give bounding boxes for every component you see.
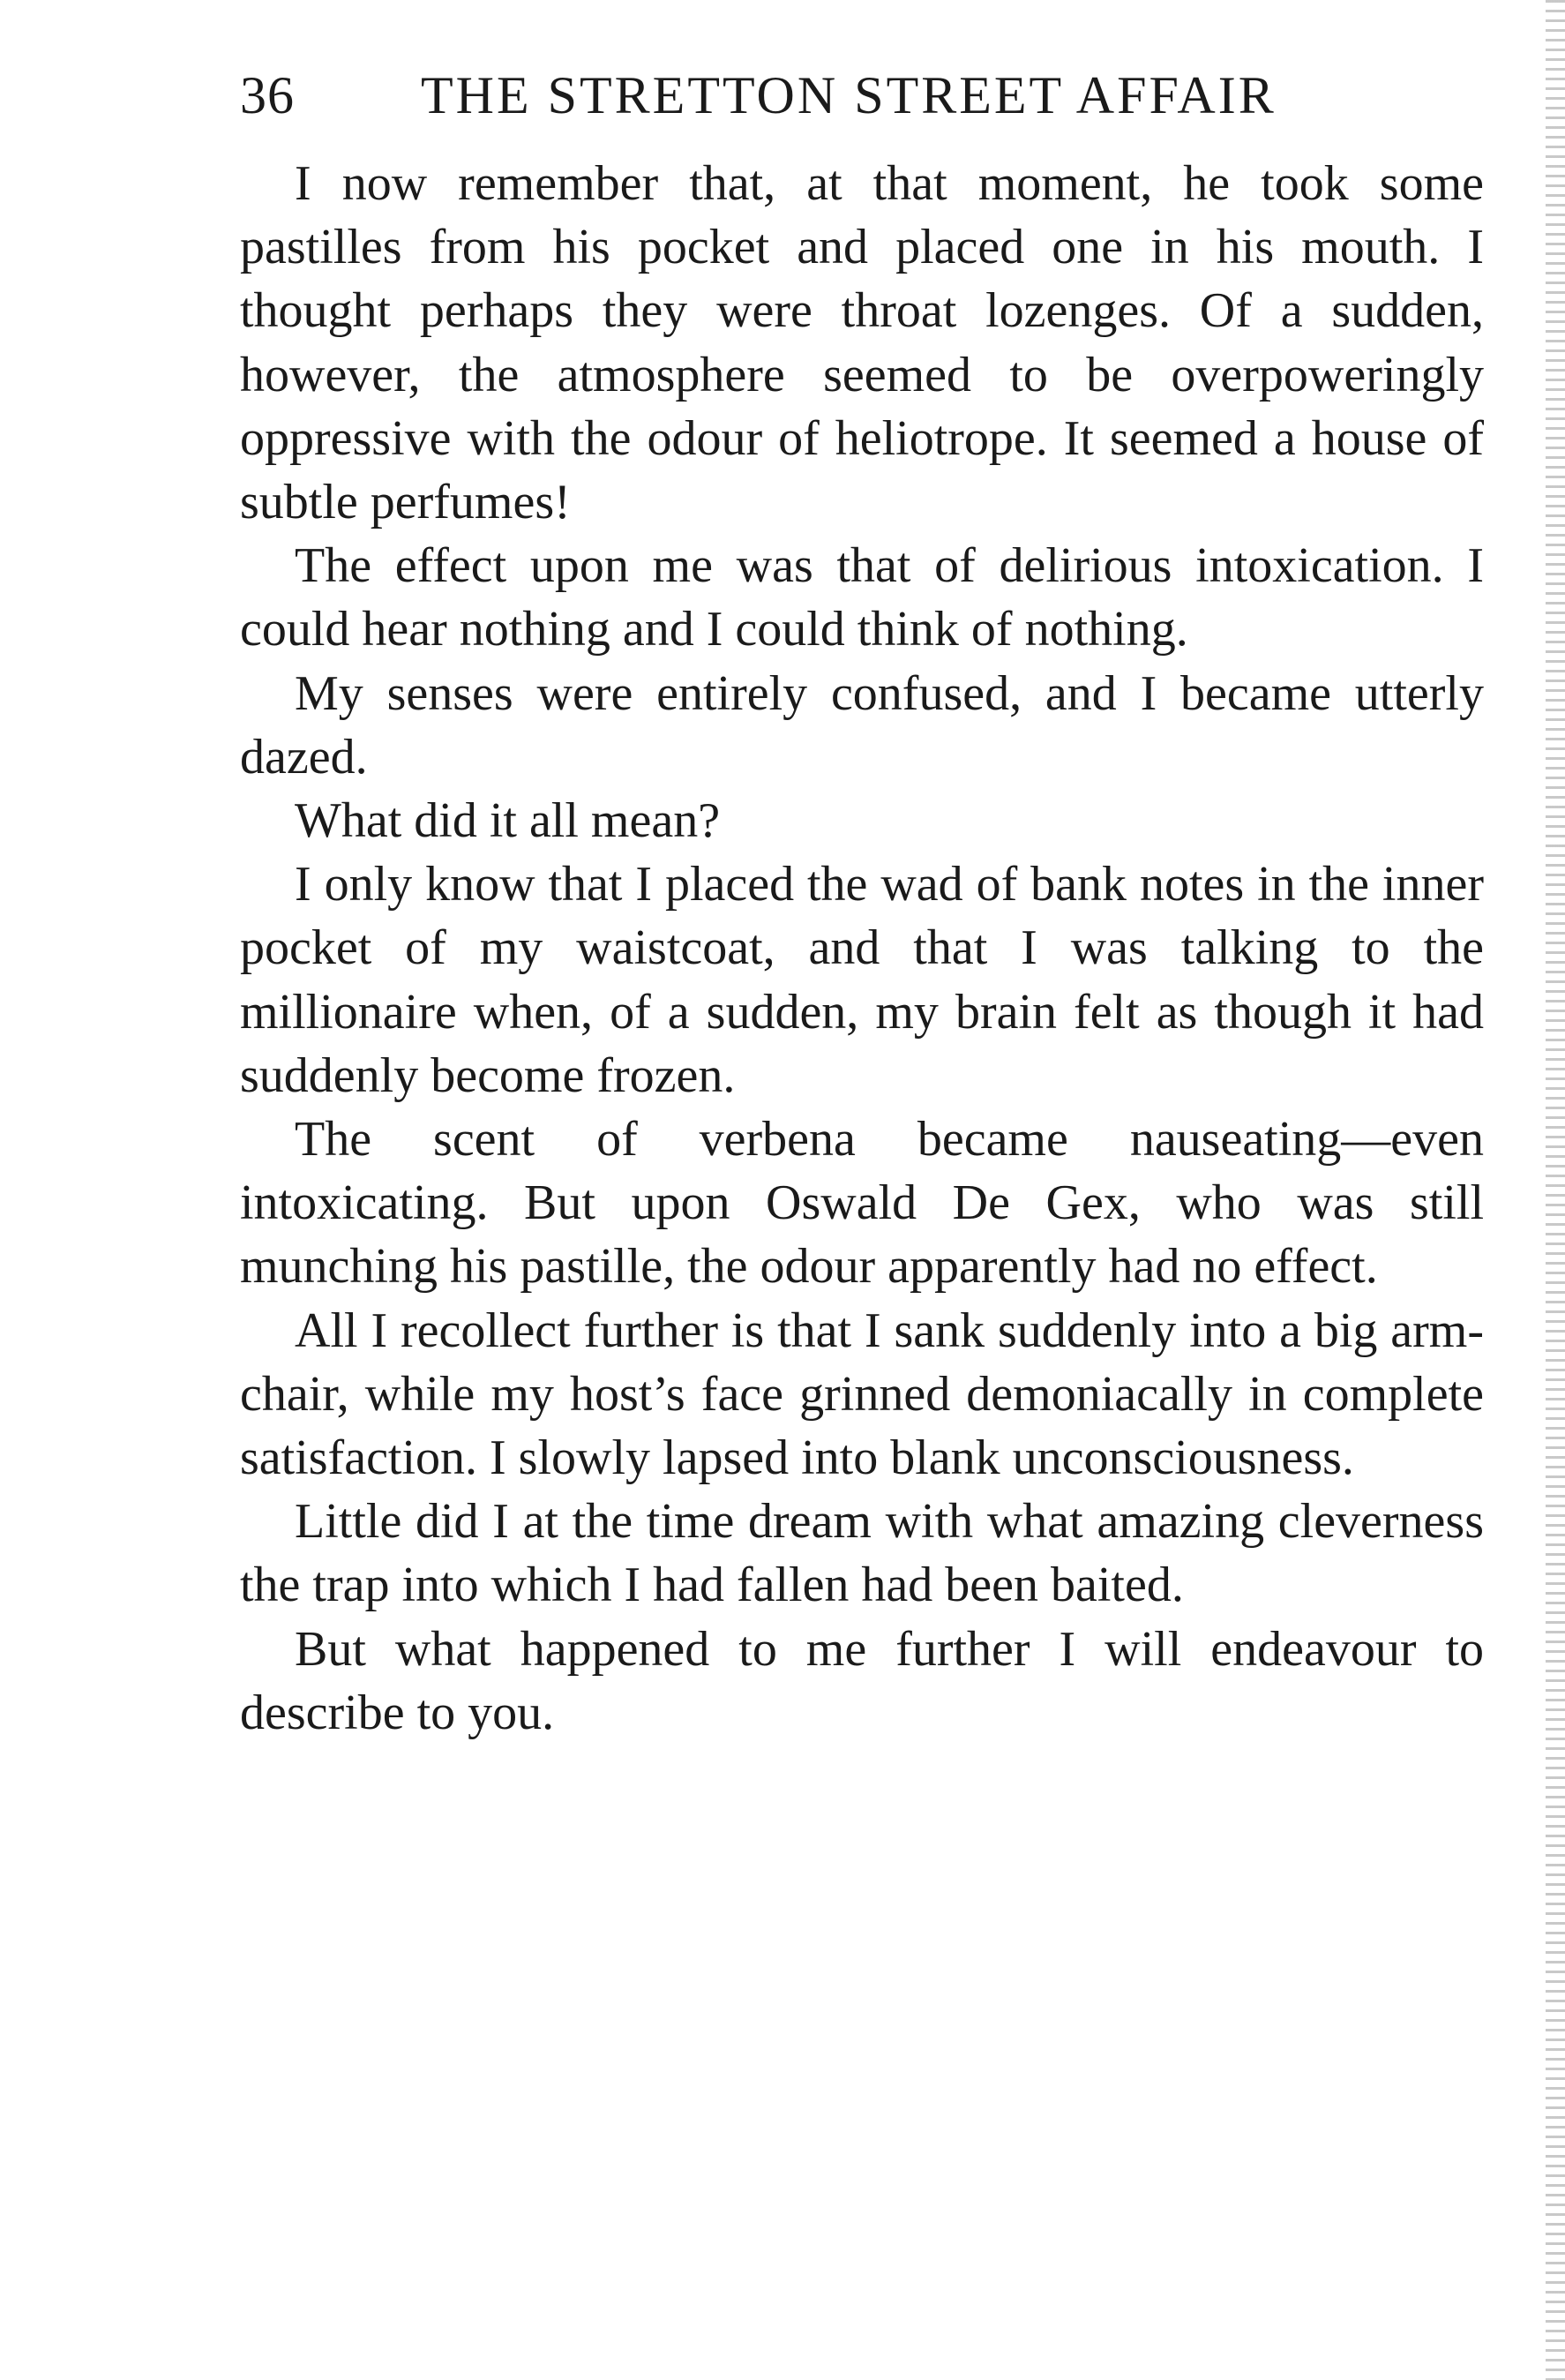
paragraph: I only know that I placed the wad of bank notes in the inner pocket of my waistcoat, and that I was talking to the millionaire when, of a sudden, my brain felt as though it had suddenly become frozen. [240, 857, 1484, 1103]
page-binding-edge [1546, 0, 1565, 2380]
body-text [240, 152, 1484, 1745]
paragraph: The effect upon me was that of delirious intoxication. I could hear nothing and I could think of nothing. [240, 538, 1484, 657]
paragraph: What did it all mean? [295, 793, 721, 849]
paragraph: The scent of verbena became nauseating—even intoxicating. But upon Oswald De Gex, who was still munching his pastille, the odour apparently had no effect. [240, 1112, 1484, 1295]
paragraph: I now remember that, at that moment, he took some pastilles from his pocket and placed one in his mouth. I thought perhaps they were throat lozenges. Of a sudden, however, the atmosphere seemed to be overpoweringly oppressive with the odour of heliotrope. It seemed a house of subtle perfumes! [240, 156, 1484, 530]
paragraph: All I recollect further is that I sank suddenly into a big arm-chair, while my host’s face grinned demoniacally in complete satisfaction. I slowly lapsed into blank unconsciousness. [240, 1303, 1484, 1486]
running-head [240, 60, 1484, 131]
paragraph: My senses were entirely confused, and I became utterly dazed. [240, 665, 1484, 785]
running-title: THE STRETTON STREET AFFAIR [421, 66, 1277, 124]
page-number: 36 [240, 66, 295, 124]
paragraph: But what happened to me further I will endeavour to describe to you. [240, 1621, 1484, 1740]
paragraph: Little did I at the time dream with what amazing cleverness the trap into which I had fallen had been baited. [240, 1494, 1484, 1613]
